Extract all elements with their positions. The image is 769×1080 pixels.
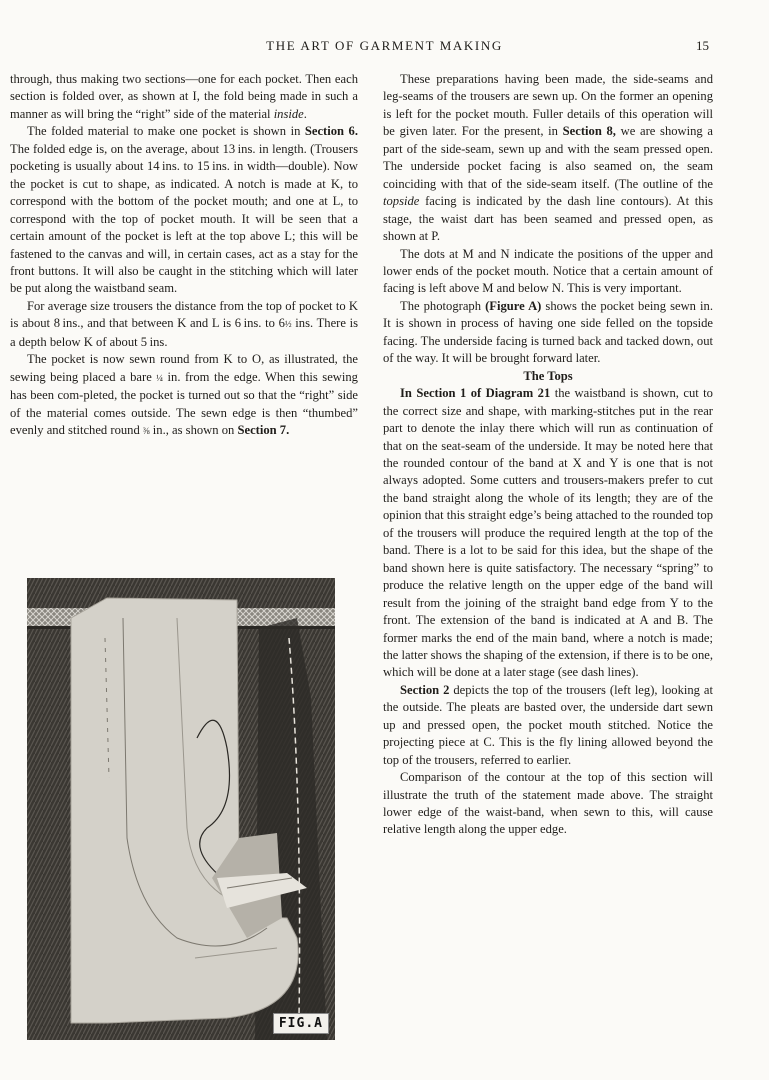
book-title: THE ART OF GARMENT MAKING — [266, 38, 503, 53]
paragraph: These preparations having been made, the side-seams and leg-seams of the trousers are sewn up. On the former an opening is left for the pocket mouth. Fuller details of this operation will be given later. For the present, in Section 8, we are showing a part of the side-seam, sewn up and with the seam pressed open. The underside pocket facing is also seamed on, the seam coinciding with that of the side-seam itself. (The outline of the topside facing is indicated by the dash line contours). At this stage, the waist dart has been seamed and pressed open, as shown at P. — [383, 72, 713, 244]
paragraph: In Section 1 of Diagram 21 the waistband is shown, cut to the correct size and shape, with marking-stitches put in the rear part to denote the inlay there which will run as continuation of that on the seat-seam of the underside. It may be noted here that the rounded contour of the band at X and Y is one that is not always adopted. Some cutters and trousers-makers prefer to cut the band straight along the whole of its length; they are of the opinion that this straight edge’s being attached to the rounded top of the trousers will produce the required length at the top of the band. There is a lot to be said for this idea, but the shape of the band shown here is quite satisfactory. The necessary “spring” to produce the relative length on the upper edge of the band will result from the joining of the straight band edge from Y to the front. The extension of the band is indicated at A and B. The former marks the end of the main band, where a notch is made; the latter shows the shaping of the extension, if there is to be one, which will be done at a later stage (see dash lines). — [383, 386, 713, 680]
running-header — [0, 38, 769, 56]
paragraph: through, thus making two sections—one for each pocket. Then each section is folded over, as shown at I, the fold being made in such a manner as will bring the “right” side of the material inside. — [10, 72, 358, 121]
paragraph: Section 2 depicts the top of the trousers (left leg), looking at the outside. The pleats are basted over, the underside dart sewn up and pressed open, the pocket mouth stitched. Notice the projecting piece at C. This is the fly lining allowed beyond the top of the trousers, referred to earlier. — [383, 682, 713, 767]
pocket-sewing-photo — [27, 578, 335, 1040]
paragraph: The dots at M and N indicate the positions of the upper and lower ends of the pocket mouth. Notice that a certain amount of facing is left above M and below N. This is very important. — [383, 246, 713, 296]
figure-a-photograph — [27, 578, 335, 1040]
figure-label: FIG.A — [273, 1013, 329, 1034]
left-column — [10, 71, 358, 441]
page-number: 15 — [696, 38, 709, 53]
paragraph: For average size trousers the distance from the top of pocket to K is about 8 ins., and that between K and L is 6 ins. to 6½ ins. There is a depth below K of about 5 ins. — [10, 298, 359, 349]
paragraph: The photograph (Figure A) shows the pocket being sewn in. It is shown in process of having one side felled on the topside facing. The underside facing is turned back and tacked down, out of the way. It will be brought forward later. — [383, 298, 713, 366]
paragraph: The pocket is now sewn round from K to O, as illustrated, the sewing being placed a bare ¼ in. from the edge. When this sewing has been com-pleted, the pocket is turned out so that the “right” side of the material comes outside. The sewn edge is then “thumbed” evenly and stitched round ⅜ in., as shown on Section 7. — [10, 352, 358, 438]
paragraph: The folded material to make one pocket is shown in Section 6. The folded edge is, on the average, about 13 ins. in length. (Trousers pocketing is usually about 14 ins. to 15 ins. in width—double). Now the pocket is cut to shape, as indicated. A notch is made at K, to correspond with the bottom of the pocket mouth; and one at L, to correspond with the top of pocket mouth. It will be seen that a certain amount of the pocket is left at the top above L; this will be fastened to the canvas and will, in certain cases, act as a stay for the front buttons. It will also be caught in the stitching which will later be put along the waistband seam. — [10, 124, 358, 296]
paragraph: Comparison of the contour at the top of this section will illustrate the truth of the statement made above. The straight lower edge of the waist-band, when sewn to this, will cause relative length along the upper edge. — [383, 770, 713, 837]
right-column — [383, 71, 713, 839]
section-heading: The Tops — [523, 368, 573, 383]
